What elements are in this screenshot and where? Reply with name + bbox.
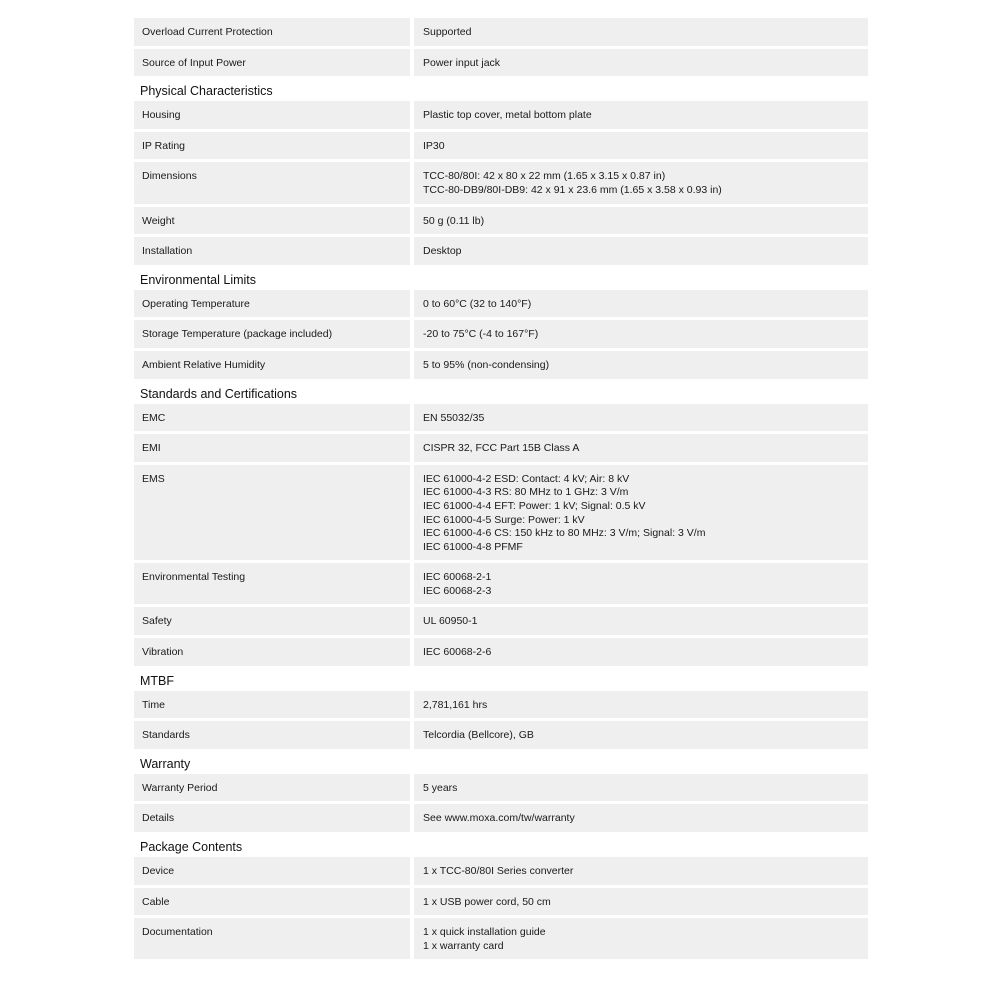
spec-value: 2,781,161 hrs: [414, 691, 868, 719]
section-heading: MTBF: [140, 673, 175, 688]
spec-value: 50 g (0.11 lb): [414, 207, 868, 235]
spec-value: UL 60950-1: [414, 607, 868, 635]
spec-row: [134, 351, 868, 379]
spec-label: Safety: [134, 607, 410, 635]
spec-row: [134, 320, 868, 348]
spec-value: 0 to 60°C (32 to 140°F): [414, 290, 868, 318]
spec-value: Plastic top cover, metal bottom plate: [414, 101, 868, 129]
spec-value: -20 to 75°C (-4 to 167°F): [414, 320, 868, 348]
spec-row: [134, 101, 868, 129]
spec-label: Storage Temperature (package included): [134, 320, 410, 348]
spec-row: [134, 434, 868, 462]
spec-value: Supported: [414, 18, 868, 46]
spec-row: [134, 918, 868, 959]
spec-label: IP Rating: [134, 132, 410, 160]
spec-label: Weight: [134, 207, 410, 235]
spec-row: [134, 49, 868, 77]
section-heading: Environmental Limits: [140, 272, 257, 287]
spec-row: [134, 162, 868, 203]
spec-value: IEC 60068-2-1 IEC 60068-2-3: [414, 563, 868, 604]
spec-value: IEC 60068-2-6: [414, 638, 868, 666]
spec-value: 5 years: [414, 774, 868, 802]
spec-value: IEC 61000-4-2 ESD: Contact: 4 kV; Air: 8 kV IEC 61000-4-3 RS: 80 MHz to 1 GHz: 3 V/m IEC 61000-4-4 EFT: Power: 1 kV; Signal: 0.5 kV IEC 61000-4-5 Surge: Power: 1 kV IEC 61000-4-6 CS: 150 kHz to 80 MHz: 3 V/m; Signal: 3 V/m IEC 61000-4-8 PFMF: [414, 465, 868, 561]
spec-value: Telcordia (Bellcore), GB: [414, 721, 868, 749]
section-heading: Physical Characteristics: [140, 84, 273, 99]
spec-row: [134, 132, 868, 160]
spec-value: Power input jack: [414, 49, 868, 77]
spec-row: [134, 207, 868, 235]
section-heading: Package Contents: [140, 840, 243, 855]
spec-row: [134, 607, 868, 635]
spec-row: [134, 638, 868, 666]
spec-value: CISPR 32, FCC Part 15B Class A: [414, 434, 868, 462]
spec-row: [134, 18, 868, 46]
spec-label: Cable: [134, 888, 410, 916]
spec-label: Time: [134, 691, 410, 719]
spec-row: [134, 290, 868, 318]
spec-row: [134, 465, 868, 561]
spec-row: [134, 804, 868, 832]
spec-label: Device: [134, 857, 410, 885]
spec-value: 1 x TCC-80/80I Series converter: [414, 857, 868, 885]
spec-label: Warranty Period: [134, 774, 410, 802]
spec-value: 1 x quick installation guide 1 x warranty card: [414, 918, 868, 959]
spec-row: [134, 888, 868, 916]
spec-value: 1 x USB power cord, 50 cm: [414, 888, 868, 916]
spec-label: Source of Input Power: [134, 49, 410, 77]
spec-row: [134, 563, 868, 604]
spec-row: [134, 237, 868, 265]
spec-value: TCC-80/80I: 42 x 80 x 22 mm (1.65 x 3.15 x 0.87 in) TCC-80-DB9/80I-DB9: 42 x 91 x 23.6 mm (1.65 x 3.58 x 0.93 in): [414, 162, 868, 203]
spec-label: Standards: [134, 721, 410, 749]
spec-label: Installation: [134, 237, 410, 265]
spec-label: EMC: [134, 404, 410, 432]
spec-label: Documentation: [134, 918, 410, 959]
spec-label: Operating Temperature: [134, 290, 410, 318]
spec-row: [134, 721, 868, 749]
spec-label: Overload Current Protection: [134, 18, 410, 46]
spec-label: EMS: [134, 465, 410, 561]
spec-label: Ambient Relative Humidity: [134, 351, 410, 379]
spec-label: Housing: [134, 101, 410, 129]
section-heading: Standards and Certifications: [140, 386, 298, 401]
spec-row: [134, 774, 868, 802]
spec-row: [134, 857, 868, 885]
spec-label: Environmental Testing: [134, 563, 410, 604]
spec-label: Vibration: [134, 638, 410, 666]
spec-value: EN 55032/35: [414, 404, 868, 432]
spec-value: IP30: [414, 132, 868, 160]
spec-value: See www.moxa.com/tw/warranty: [414, 804, 868, 832]
spec-table: [134, 18, 868, 962]
spec-label: EMI: [134, 434, 410, 462]
spec-label: Details: [134, 804, 410, 832]
spec-row: [134, 691, 868, 719]
spec-row: [134, 404, 868, 432]
spec-label: Dimensions: [134, 162, 410, 203]
section-heading: Warranty: [140, 756, 191, 771]
spec-value: Desktop: [414, 237, 868, 265]
spec-value: 5 to 95% (non-condensing): [414, 351, 868, 379]
